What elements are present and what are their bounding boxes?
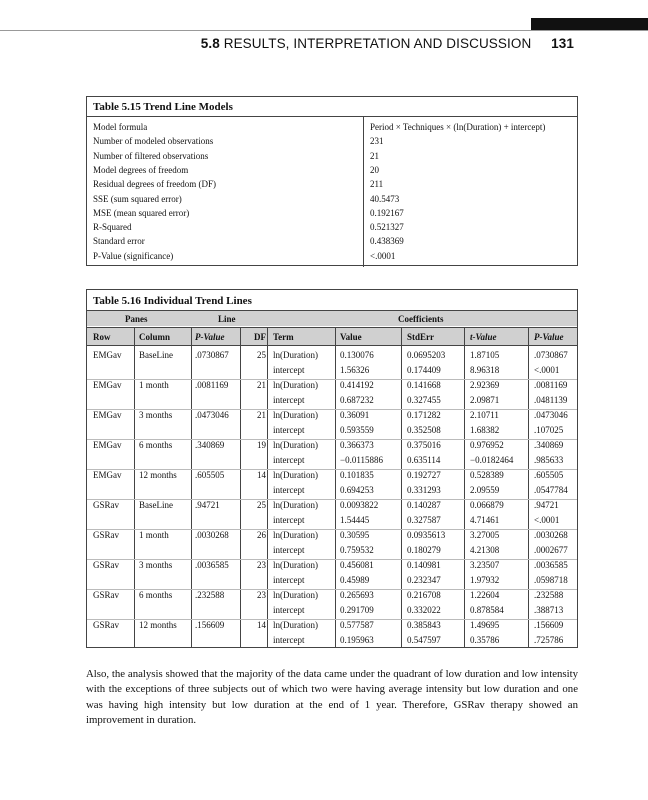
table-cell: 1.56326 xyxy=(340,365,370,375)
column-divider xyxy=(267,328,268,648)
table-cell: 0.687232 xyxy=(340,395,374,405)
row-label: Standard error xyxy=(93,236,145,247)
table-cell: ln(Duration) xyxy=(273,440,318,450)
table-cell: 0.635114 xyxy=(407,455,441,465)
column-divider xyxy=(134,328,135,648)
table-cell: 0.192727 xyxy=(407,470,441,480)
table-cell: 25 xyxy=(257,350,266,360)
table-cell: .0036585 xyxy=(195,560,229,570)
table-cell: 0.547597 xyxy=(407,635,441,645)
table-cell: 8.96318 xyxy=(470,365,500,375)
table-cell: 14 xyxy=(257,470,266,480)
table-cell: 0.36091 xyxy=(340,410,370,420)
row-label: SSE (sum squared error) xyxy=(93,193,182,204)
table-cell: 1.49695 xyxy=(470,620,500,630)
table-cell: 0.385843 xyxy=(407,620,441,630)
table-cell: 12 months xyxy=(139,470,177,480)
row-value: 40.5473 xyxy=(370,193,400,204)
table-cell: 6 months xyxy=(139,440,173,450)
row-value: 0.521327 xyxy=(370,222,404,233)
table-cell: 23 xyxy=(257,590,266,600)
table-cell: intercept xyxy=(273,425,305,435)
table-cell: 0.171282 xyxy=(407,410,441,420)
table-cell: ln(Duration) xyxy=(273,620,318,630)
table-5-15 xyxy=(86,96,578,266)
table-cell: .0473046 xyxy=(195,410,229,420)
table-cell: 23 xyxy=(257,560,266,570)
column-header: Row xyxy=(93,332,111,342)
table-row xyxy=(87,150,577,164)
column-divider xyxy=(240,328,241,648)
table-cell: 0.593559 xyxy=(340,425,374,435)
table-cell: 0.456081 xyxy=(340,560,374,570)
table-cell: .0030268 xyxy=(534,530,568,540)
table-cell: 1 month xyxy=(139,530,169,540)
table-caption: Table 5.15 Trend Line Models xyxy=(93,101,233,113)
group-header-line: Line xyxy=(218,314,236,324)
header-rule xyxy=(0,30,648,31)
table-cell: GSRav xyxy=(93,530,120,540)
table-cell: 14 xyxy=(257,620,266,630)
table-cell: 0.352508 xyxy=(407,425,441,435)
table-cell: 0.232347 xyxy=(407,575,441,585)
table-cell: 19 xyxy=(257,440,266,450)
table-cell: .0030268 xyxy=(195,530,229,540)
table-cell: ln(Duration) xyxy=(273,500,318,510)
table-cell: .0481139 xyxy=(534,395,568,405)
table-cell: ln(Duration) xyxy=(273,470,318,480)
table-cell: .0547784 xyxy=(534,485,568,495)
table-row xyxy=(87,121,577,135)
table-cell: 0.366373 xyxy=(340,440,374,450)
table-cell: 0.130076 xyxy=(340,350,374,360)
table-cell: 4.71461 xyxy=(470,515,500,525)
table-cell: .725786 xyxy=(534,635,564,645)
table-cell: 0.375016 xyxy=(407,440,441,450)
table-cell: ln(Duration) xyxy=(273,560,318,570)
table-cell: ln(Duration) xyxy=(273,410,318,420)
table-row xyxy=(87,178,577,192)
column-header: Column xyxy=(139,332,171,342)
table-cell: 0.577587 xyxy=(340,620,374,630)
table-cell: 21 xyxy=(257,410,266,420)
table-5-15-body xyxy=(87,116,577,267)
table-cell: 1 month xyxy=(139,380,169,390)
table-cell: 21 xyxy=(257,380,266,390)
table-cell: EMGav xyxy=(93,350,122,360)
table-cell: .985633 xyxy=(534,455,564,465)
row-label: Number of modeled observations xyxy=(93,136,214,147)
table-cell: 0.528389 xyxy=(470,470,504,480)
table-cell: .94721 xyxy=(195,500,220,510)
section-title: RESULTS, INTERPRETATION AND DISCUSSION xyxy=(223,36,532,51)
table-cell: .107025 xyxy=(534,425,564,435)
table-cell: GSRav xyxy=(93,590,120,600)
table-cell: 4.21308 xyxy=(470,545,500,555)
table-cell: 0.140981 xyxy=(407,560,441,570)
row-label: MSE (mean squared error) xyxy=(93,207,190,218)
row-value: 0.192167 xyxy=(370,207,404,218)
row-value: <.0001 xyxy=(370,250,396,261)
table-cell: 2.10711 xyxy=(470,410,499,420)
table-cell: 0.332022 xyxy=(407,605,441,615)
table-cell: 0.327587 xyxy=(407,515,441,525)
column-header: DF xyxy=(254,332,266,342)
table-cell: intercept xyxy=(273,635,305,645)
table-cell: −0.0115886 xyxy=(340,455,383,465)
table-cell: 0.180279 xyxy=(407,545,441,555)
table-cell: intercept xyxy=(273,515,305,525)
table-cell: .388713 xyxy=(534,605,564,615)
table-cell: 0.216708 xyxy=(407,590,441,600)
table-cell: .605505 xyxy=(534,470,564,480)
row-value: 0.438369 xyxy=(370,236,404,247)
group-header-coefficients: Coefficients xyxy=(398,314,444,324)
table-cell: 0.45989 xyxy=(340,575,370,585)
table-cell: intercept xyxy=(273,455,305,465)
table-cell: 3 months xyxy=(139,410,173,420)
table-cell: .0730867 xyxy=(534,350,568,360)
table-row xyxy=(87,235,577,249)
table-cell: 1.87105 xyxy=(470,350,500,360)
body-paragraph xyxy=(86,667,578,728)
row-value: 21 xyxy=(370,150,379,161)
section-number: 5.8 xyxy=(200,36,220,51)
table-cell: 0.331293 xyxy=(407,485,441,495)
table-cell: 0.0093822 xyxy=(340,500,379,510)
table-cell: .232588 xyxy=(195,590,225,600)
table-cell: 0.066879 xyxy=(470,500,504,510)
table-cell: <.0001 xyxy=(534,365,560,375)
table-cell: .156609 xyxy=(195,620,225,630)
table-cell: EMGav xyxy=(93,470,122,480)
table-cell: <.0001 xyxy=(534,515,560,525)
table-cell: 26 xyxy=(257,530,266,540)
table-cell: 0.265693 xyxy=(340,590,374,600)
table-cell: 3 months xyxy=(139,560,173,570)
table-cell: EMGav xyxy=(93,380,122,390)
table-cell: GSRav xyxy=(93,500,120,510)
table-row xyxy=(87,221,577,235)
table-cell: 3.27005 xyxy=(470,530,500,540)
table-cell: 0.35786 xyxy=(470,635,500,645)
table-cell: 0.414192 xyxy=(340,380,374,390)
table-cell: .0730867 xyxy=(195,350,229,360)
table-5-16 xyxy=(86,289,578,648)
group-header-panes: Panes xyxy=(125,314,148,324)
table-cell: 0.195963 xyxy=(340,635,374,645)
table-cell: .340869 xyxy=(534,440,564,450)
table-cell: intercept xyxy=(273,395,305,405)
table-cell: ln(Duration) xyxy=(273,590,318,600)
table-cell: GSRav xyxy=(93,620,120,630)
row-value: 20 xyxy=(370,164,379,175)
table-row xyxy=(87,207,577,221)
table-cell: 0.101835 xyxy=(340,470,374,480)
table-cell: .0036585 xyxy=(534,560,568,570)
column-header: P-Value xyxy=(195,332,225,342)
row-value: 231 xyxy=(370,136,384,147)
table-cell: 0.878584 xyxy=(470,605,504,615)
table-cell: intercept xyxy=(273,485,305,495)
table-cell: 25 xyxy=(257,500,266,510)
table-cell: 3.23507 xyxy=(470,560,500,570)
running-head xyxy=(201,36,574,51)
row-label: P-Value (significance) xyxy=(93,250,174,261)
row-label: Model formula xyxy=(93,122,148,132)
table-cell: −0.0182464 xyxy=(470,455,514,465)
table-cell: 1.54445 xyxy=(340,515,370,525)
table-row xyxy=(87,250,577,264)
column-header-rule xyxy=(87,345,577,346)
row-value: 211 xyxy=(370,179,384,190)
table-cell: 0.0935613 xyxy=(407,530,446,540)
row-value: Period × Techniques × (ln(Duration) + intercept) xyxy=(370,122,546,132)
table-cell: 0.141668 xyxy=(407,380,441,390)
table-cell: BaseLine xyxy=(139,350,173,360)
table-cell: 0.140287 xyxy=(407,500,441,510)
column-header: t-Value xyxy=(470,332,497,342)
table-cell: 2.09871 xyxy=(470,395,500,405)
table-cell: 0.694253 xyxy=(340,485,374,495)
table-cell: .94721 xyxy=(534,500,559,510)
column-header: Term xyxy=(273,332,294,342)
table-cell: intercept xyxy=(273,545,305,555)
table-cell: intercept xyxy=(273,605,305,615)
table-row xyxy=(87,135,577,149)
group-header-band xyxy=(87,311,577,326)
table-row xyxy=(87,164,577,178)
row-label: R-Squared xyxy=(93,222,132,233)
table-cell: 0.30595 xyxy=(340,530,370,540)
table-cell: EMGav xyxy=(93,440,122,450)
table-cell: .0598718 xyxy=(534,575,568,585)
table-cell: ln(Duration) xyxy=(273,380,318,390)
table-cell: ln(Duration) xyxy=(273,350,318,360)
table-cell: EMGav xyxy=(93,410,122,420)
table-caption: Table 5.16 Individual Trend Lines xyxy=(93,295,252,307)
column-header: StdErr xyxy=(407,332,434,342)
column-divider xyxy=(191,328,192,648)
table-cell: .340869 xyxy=(195,440,225,450)
paragraph-text: Also, the analysis showed that the majority of the data came under the quadrant of low duration and low intensity with the exceptions of three subjects out of which two were having average intensity but low duration and one was having high intensity but low duration at the end of 1 year. Therefore, GSRav therapy showed an improvement in duration. xyxy=(86,668,578,726)
table-cell: 2.92369 xyxy=(470,380,500,390)
table-cell: .0081169 xyxy=(534,380,568,390)
row-label: Residual degrees of freedom (DF) xyxy=(93,179,216,190)
table-cell: 12 months xyxy=(139,620,177,630)
table-cell: ln(Duration) xyxy=(273,530,318,540)
row-label: Model degrees of freedom xyxy=(93,164,189,175)
table-cell: 1.97932 xyxy=(470,575,500,585)
table-cell: 0.0695203 xyxy=(407,350,446,360)
table-cell: GSRav xyxy=(93,560,120,570)
page-number: 131 xyxy=(551,36,574,51)
column-header: Value xyxy=(340,332,362,342)
table-cell: BaseLine xyxy=(139,500,173,510)
table-cell: .156609 xyxy=(534,620,564,630)
table-cell: .0081169 xyxy=(195,380,229,390)
table-cell: intercept xyxy=(273,365,305,375)
table-cell: 0.327455 xyxy=(407,395,441,405)
table-cell: 0.976952 xyxy=(470,440,504,450)
table-cell: 0.291709 xyxy=(340,605,374,615)
table-row xyxy=(87,193,577,207)
table-cell: .0473046 xyxy=(534,410,568,420)
table-cell: 6 months xyxy=(139,590,173,600)
table-cell: .232588 xyxy=(534,590,564,600)
table-cell: intercept xyxy=(273,575,305,585)
table-cell: 1.22604 xyxy=(470,590,500,600)
table-cell: .605505 xyxy=(195,470,225,480)
table-cell: 0.759532 xyxy=(340,545,374,555)
table-cell: 0.174409 xyxy=(407,365,441,375)
table-cell: .0002677 xyxy=(534,545,568,555)
row-label: Number of filtered observations xyxy=(93,150,209,161)
table-cell: 1.68382 xyxy=(470,425,500,435)
column-header: P-Value xyxy=(534,332,564,342)
table-cell: 2.09559 xyxy=(470,485,500,495)
